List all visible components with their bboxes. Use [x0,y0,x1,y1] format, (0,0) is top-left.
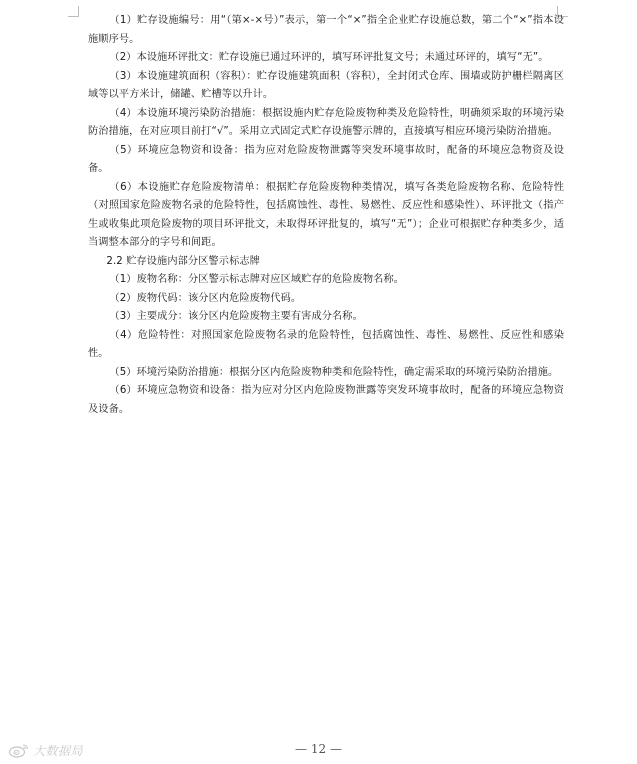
paragraph-hazard-characteristics: （4）危险特性：对照国家危险废物名录的危险特性，包括腐蚀性、毒性、易燃性、反应性和感染性。 [88,329,564,359]
page-number: — 12 — [295,742,342,756]
paragraph-emergency-supplies: （5）环境应急物资和设备：指为应对危险废物泄露等突发环境事故时，配备的环境应急物资及设备。 [88,144,564,174]
paragraph-zone-pollution-prevention: （5）环境污染防治措施：根据分区内危险废物种类和危险特性，确定需采取的环境污染防治措施。 [109,366,559,378]
watermark [8,741,83,759]
paragraph-zone-emergency-supplies: （6）环境应急物资和设备：指为应对分区内危险废物泄露等突发环境事故时，配备的环境应急物资及设备。 [88,385,564,415]
paragraph-building-area: （3）本设施建筑面积（容积）：贮存设施建筑面积（容积），全封闭式仓库、围墙或防护栅栏隔离区域等以平方米计，储罐、贮槽等以升计。 [88,70,564,100]
paragraph-pollution-prevention: （4）本设施环境污染防治措施：根据设施内贮存危险废物种类及危险特性，明确须采取的环境污染防治措施，在对应项目前打“√”。采用立式固定式贮存设施警示牌的，直接填写相应环境污染防治措施。 [88,107,564,137]
paragraph-hazardous-waste-list: （6）本设施贮存危险废物清单：根据贮存危险废物种类情况，填写各类危险废物名称、危险特性（对照国家危险废物名录的危险特性，包括腐蚀性、毒性、易燃性、反应性和感染性）、环评批文（指产生或收集此项危险废物的项目环评批文，未取得环评批复的，填写“无”）；企业可根据贮存种类多少，适当调整本部分的字号和间距。 [88,181,564,248]
paragraph-main-components: （3）主要成分：该分区内危险废物主要有害成分名称。 [109,311,363,322]
paragraph-waste-name: （1）废物名称：分区警示标志牌对应区域贮存的危险废物名称。 [109,274,405,285]
paragraph-storage-facility-number: （1）贮存设施编号：用“（第×-×号）”表示，第一个“×”指全企业贮存设施总数，第二个“×”指本设施顺序号。 [88,15,564,45]
watermark-text: 大数据局 [33,743,84,758]
weibo-icon [8,742,30,758]
paragraph-eia-approval: （2）本设施环评批文：贮存设施已通过环评的，填写环评批复文号；未通过环评的，填写“无”。 [109,52,549,63]
document-body [88,12,564,419]
page-corner-mark-left [68,6,79,17]
paragraph-waste-code: （2）废物代码：该分区内危险废物代码。 [109,292,302,304]
section-heading-2-2: 2.2 贮存设施内部分区警示标志牌 [106,255,260,267]
